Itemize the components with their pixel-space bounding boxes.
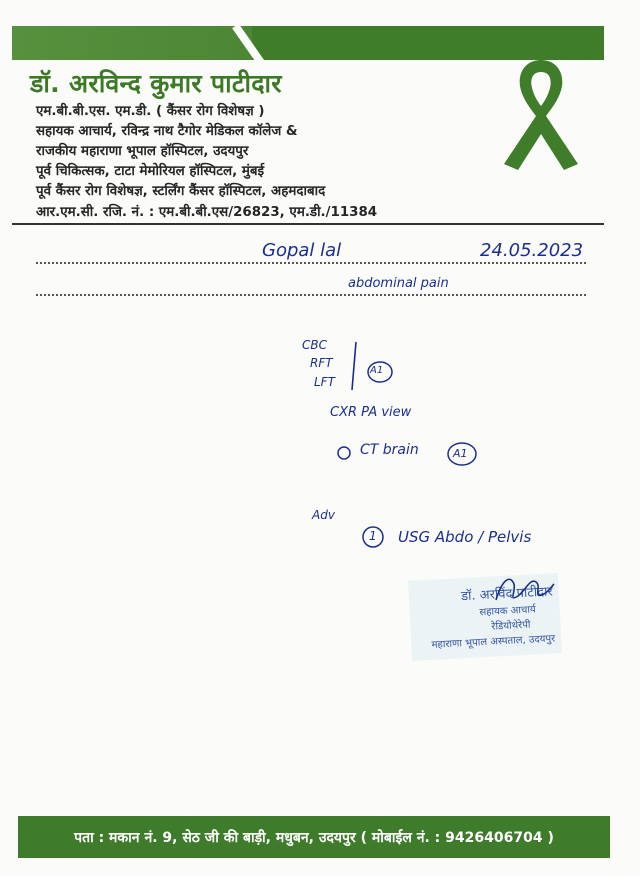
credential-former-sterling: पूर्व कैंसर रोग विशेषज्ञ, स्टर्लिंग कैंसर हॉस्पिटल, अहमदाबाद — [36, 184, 326, 199]
patient-name-line — [36, 262, 586, 264]
prescription-date: 24.05.2023 — [480, 240, 584, 261]
patient-name: Gopal lal — [262, 240, 342, 261]
lab-test-rft: RFT — [310, 356, 333, 370]
footer-band — [18, 816, 610, 858]
header-divider — [12, 223, 604, 225]
lab-test-cbc: CBC — [302, 338, 327, 352]
complaint-line — [36, 294, 586, 296]
lab-test-lft: LFT — [314, 375, 335, 389]
credential-registration: आर.एम.सी. रजि. नं. : एम.बी.बी.एस/26823, एम.डी./11384 — [36, 205, 378, 220]
credential-hospital: राजकीय महाराणा भूपाल हॉस्पिटल, उदयपुर — [36, 144, 249, 159]
cancer-awareness-ribbon-icon — [498, 54, 584, 174]
credential-former-tata: पूर्व चिकित्सक, टाटा मेमोरियल हॉस्पिटल, मुंबई — [36, 164, 265, 179]
ct-order: CT brain — [360, 442, 419, 458]
signature — [488, 570, 558, 610]
credential-degree: एम.बी.बी.एस. एम.डी. ( कैंसर रोग विशेषज्ञ ) — [36, 104, 265, 119]
xray-order: CXR PA view — [330, 405, 412, 420]
stamp-name: डॉ. अरविंद पाटीदार — [460, 584, 554, 605]
advice-text: USG Abdo / Pelvis — [398, 528, 532, 546]
advice-label: Adv — [312, 508, 335, 522]
stamp-designation: सहायक आचार्य — [479, 604, 536, 619]
ct-mark-a1: A1 — [453, 447, 468, 460]
stamp-department: रेडियोथेरेपी — [491, 619, 531, 633]
advice-number: 1 — [369, 529, 377, 543]
credential-position: सहायक आचार्य, रविन्द्र नाथ टैगोर मेडिकल कॉलेज & — [36, 124, 298, 139]
stamp-hospital: महाराणा भूपाल अस्पताल, उदयपुर — [431, 633, 556, 651]
chief-complaint: abdominal pain — [348, 276, 449, 291]
lab-mark-a1: A1 — [370, 365, 384, 376]
footer-address: पता : मकान नं. 9, सेठ जी की बाड़ी, मधुबन, उदयपुर ( मोबाईल नं. : 9426406704 ) — [74, 830, 554, 846]
doctor-name: डॉ. अरविन्द कुमार पाटीदार — [30, 69, 282, 98]
